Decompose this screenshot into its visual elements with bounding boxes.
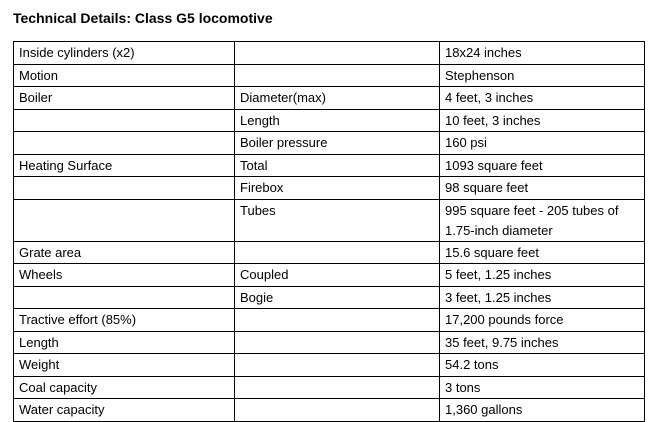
row-value: 4 feet, 3 inches — [440, 87, 645, 110]
table-row — [14, 109, 645, 132]
table-row — [14, 309, 645, 332]
table-row — [14, 132, 645, 155]
document-title: Technical Details: Class G5 locomotive — [13, 10, 273, 26]
table-row — [14, 286, 645, 309]
row-value: 160 psi — [440, 132, 645, 155]
row-label: Tractive effort (85%) — [14, 309, 235, 332]
row-sublabel — [235, 309, 440, 332]
row-label — [14, 132, 235, 155]
row-sublabel: Firebox — [235, 177, 440, 200]
table-row — [14, 331, 645, 354]
row-sublabel — [235, 354, 440, 377]
row-label — [14, 109, 235, 132]
table-row — [14, 399, 645, 422]
table-row — [14, 87, 645, 110]
row-label — [14, 199, 235, 241]
table-row — [14, 177, 645, 200]
row-value: 1093 square feet — [440, 154, 645, 177]
row-value: 5 feet, 1.25 inches — [440, 264, 645, 287]
row-sublabel — [235, 331, 440, 354]
row-label: Coal capacity — [14, 376, 235, 399]
row-sublabel: Boiler pressure — [235, 132, 440, 155]
row-label: Boiler — [14, 87, 235, 110]
table-row — [14, 264, 645, 287]
table-row — [14, 154, 645, 177]
table-row — [14, 64, 645, 87]
row-value: 98 square feet — [440, 177, 645, 200]
row-sublabel — [235, 241, 440, 264]
row-value: Stephenson — [440, 64, 645, 87]
row-sublabel — [235, 42, 440, 65]
row-label: Inside cylinders (x2) — [14, 42, 235, 65]
table-row — [14, 376, 645, 399]
row-label: Heating Surface — [14, 154, 235, 177]
row-sublabel: Bogie — [235, 286, 440, 309]
row-sublabel — [235, 376, 440, 399]
row-label: Length — [14, 331, 235, 354]
row-value: 15.6 square feet — [440, 241, 645, 264]
row-value: 3 feet, 1.25 inches — [440, 286, 645, 309]
table-row — [14, 241, 645, 264]
row-sublabel: Diameter(max) — [235, 87, 440, 110]
row-label: Grate area — [14, 241, 235, 264]
row-label: Wheels — [14, 264, 235, 287]
row-sublabel: Coupled — [235, 264, 440, 287]
row-value: 54.2 tons — [440, 354, 645, 377]
row-sublabel — [235, 399, 440, 422]
row-value: 10 feet, 3 inches — [440, 109, 645, 132]
row-value: 35 feet, 9.75 inches — [440, 331, 645, 354]
row-label — [14, 286, 235, 309]
row-value: 18x24 inches — [440, 42, 645, 65]
row-sublabel: Total — [235, 154, 440, 177]
row-label — [14, 177, 235, 200]
row-value: 3 tons — [440, 376, 645, 399]
row-label: Weight — [14, 354, 235, 377]
technical-details-table — [13, 41, 645, 422]
table-row — [14, 199, 645, 241]
row-sublabel: Tubes — [235, 199, 440, 241]
row-label: Motion — [14, 64, 235, 87]
row-label: Water capacity — [14, 399, 235, 422]
table-row — [14, 42, 645, 65]
row-sublabel — [235, 64, 440, 87]
row-value: 1,360 gallons — [440, 399, 645, 422]
row-value: 995 square feet - 205 tubes of 1.75-inch diameter — [440, 199, 645, 241]
table-row — [14, 354, 645, 377]
row-value: 17,200 pounds force — [440, 309, 645, 332]
row-sublabel: Length — [235, 109, 440, 132]
